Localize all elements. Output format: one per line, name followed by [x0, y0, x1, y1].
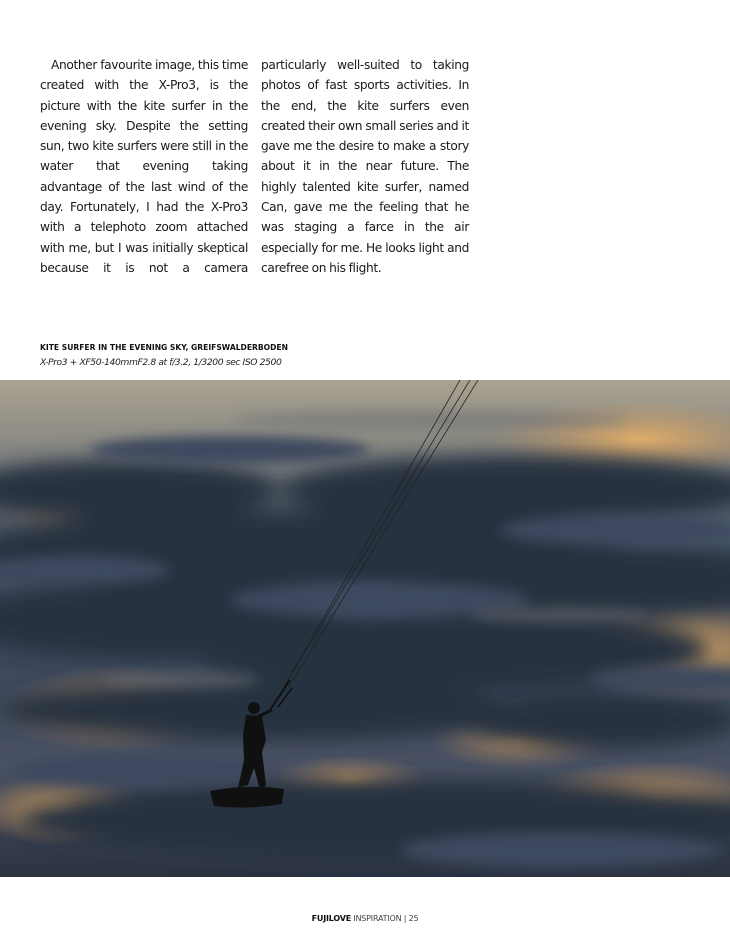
article-paragraph: Another favourite image, this time created with the X-Pro3, is the picture with the kite surfer in the evening sky. Despite the setting sun, two kite surfers were still in the water that evening taking advantage of the last wind of the day. Fortunately, I had the X-Pro3 with a telephoto zoom attached with me, but I was initially skeptical because it is not a camera particularly well-suited to taking photos of fast sports activities. In the end, the kite surfers even created their own small series and it gave me the desire to make a story about it in the near future. The highly talented kite surfer, named Can, gave me the feeling that he was staging a farce in the air especially for me. He looks light and carefree on his flight.: [40, 58, 469, 275]
page-number: 25: [408, 914, 419, 923]
footer-brand: FUJILOVE: [311, 914, 352, 923]
caption-title: KITE SURFER IN THE EVENING SKY, GREIFSWALDERBODEN: [40, 343, 288, 352]
kite-surfer-photo: [0, 380, 730, 877]
page-footer: [0, 914, 730, 923]
photo-caption: [40, 343, 440, 370]
caption-details: X-Pro3 + XF50-140mmF2.8 at f/3.2, 1/3200 sec ISO 2500: [40, 357, 282, 368]
article-body: [40, 55, 469, 278]
footer-section: INSPIRATION: [353, 914, 402, 923]
footer-separator: |: [403, 914, 407, 923]
